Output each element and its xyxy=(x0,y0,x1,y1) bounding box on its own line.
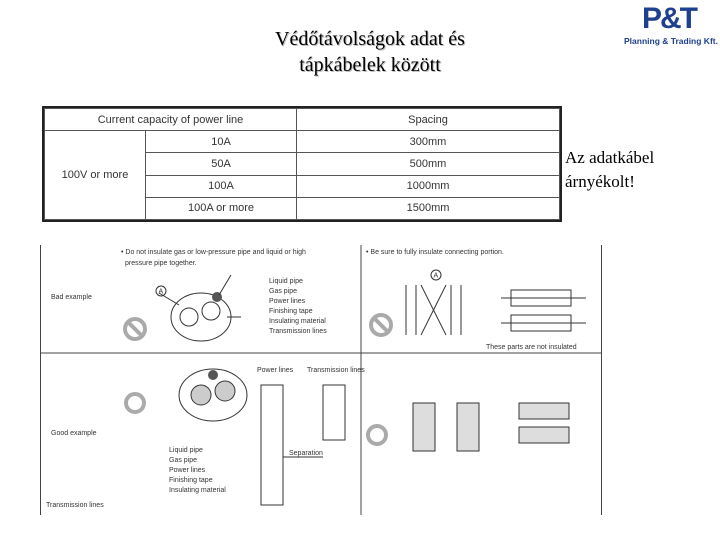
instruction-left-1: • Do not insulate gas or low-pressure pipe and liquid or high xyxy=(121,249,306,256)
bad-legend-liquid: Liquid pipe xyxy=(269,278,303,285)
bad-legend-insulating: Insulating material xyxy=(269,318,326,325)
note-line-2: árnyékolt! xyxy=(565,172,635,191)
prohibited-icon xyxy=(371,315,391,335)
bad-example-label: Bad example xyxy=(51,294,92,301)
ok-circle-icon xyxy=(368,426,386,444)
callout-a: A xyxy=(433,272,439,280)
transmission-lines-label: Transmission lines xyxy=(307,367,365,374)
note-line-1: Az adatkábel xyxy=(565,148,655,167)
slide-title xyxy=(200,26,540,78)
callout-a: A xyxy=(158,288,164,296)
joint-drawing-bad xyxy=(406,285,586,335)
bad-legend-gas: Gas pipe xyxy=(269,288,298,295)
bad-bundle-drawing xyxy=(159,275,241,341)
spacing-cell: 500mm xyxy=(297,153,560,175)
table-header-row xyxy=(45,109,560,131)
separation-label: Separation xyxy=(289,450,323,457)
good-example-label: Good example xyxy=(51,430,97,437)
capacity-table xyxy=(42,106,562,222)
spacing-cell: 1000mm xyxy=(297,175,560,197)
separated-conduits-drawing xyxy=(261,385,345,505)
installation-figure xyxy=(40,245,602,515)
spacing-cell: 1500mm xyxy=(297,197,560,219)
good-legend-liquid: Liquid pipe xyxy=(169,447,203,454)
power-lines-label: Power lines xyxy=(257,367,294,374)
current-cell: 100A or more xyxy=(146,197,297,219)
current-cell: 10A xyxy=(146,131,297,153)
shielded-note xyxy=(565,146,654,194)
good-legend-power: Power lines xyxy=(169,467,206,474)
good-legend-gas: Gas pipe xyxy=(169,457,198,464)
good-legend-transmission: Transmission lines xyxy=(46,502,104,509)
current-cell: 100A xyxy=(146,175,297,197)
not-insulated-note: These parts are not insulated xyxy=(486,344,577,351)
title-line-2: tápkábelek között xyxy=(299,54,441,76)
logo-mark: P&T xyxy=(642,2,696,35)
logo-subtitle: Planning & Trading Kft. xyxy=(624,36,718,46)
bad-legend-power: Power lines xyxy=(269,298,306,305)
title-line-1: Védőtávolságok adat és xyxy=(275,28,465,50)
current-cell: 50A xyxy=(146,153,297,175)
figure-drawing xyxy=(41,245,601,515)
ok-circle-icon xyxy=(126,394,144,412)
spacing-cell: 300mm xyxy=(297,131,560,153)
good-bundle-drawing xyxy=(179,369,247,421)
voltage-cell: 100V or more xyxy=(45,131,146,220)
instruction-right: • Be sure to fully insulate connecting portion. xyxy=(366,249,504,256)
joint-drawing-good xyxy=(413,403,569,451)
instruction-left-2: pressure pipe together. xyxy=(125,260,197,267)
company-logo xyxy=(622,2,720,50)
good-legend-insulating: Insulating material xyxy=(169,487,226,494)
header-spacing: Spacing xyxy=(297,109,560,131)
table-row xyxy=(45,131,560,153)
bad-legend-transmission: Transmission lines xyxy=(269,328,327,335)
header-capacity: Current capacity of power line xyxy=(45,109,297,131)
bad-legend-tape: Finishing tape xyxy=(269,308,313,315)
good-legend-tape: Finishing tape xyxy=(169,477,213,484)
prohibited-icon xyxy=(125,319,145,339)
